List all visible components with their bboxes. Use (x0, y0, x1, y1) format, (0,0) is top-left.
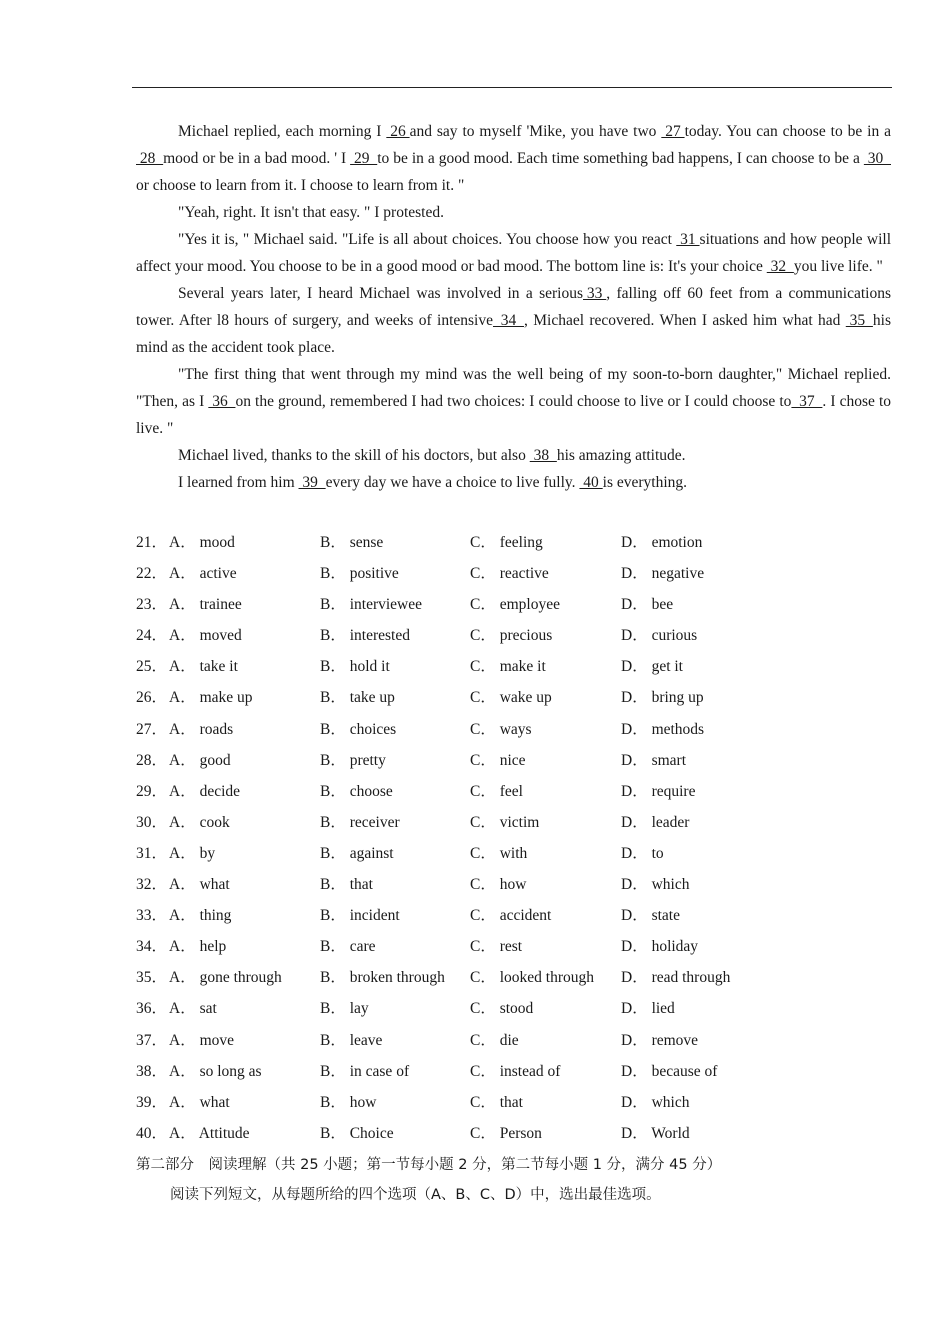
option-c: C． ways (470, 720, 532, 738)
paragraph-1: Michael replied, each morning I 26 and say to myself 'Mike, you have two 27 today. You can choose to be in a 28 mood or be in a bad mood. ' I 29 to be in a good mood. Each time something bad happens, I can choose to be a 30 or choose to learn from it. I choose to learn from it. " (136, 118, 891, 199)
paragraph-2: "Yeah, right. It isn't that easy. " I protested. (178, 204, 444, 221)
option-b: B． choose (320, 782, 393, 800)
option-c: C． instead of (470, 1062, 561, 1080)
question-row (136, 684, 891, 715)
option-a: A． moved (169, 627, 242, 645)
option-b: B． choices (320, 720, 397, 738)
question-number: 38． (136, 1062, 168, 1080)
question-row (136, 809, 891, 840)
option-d: D． get it (621, 658, 683, 676)
option-c: C． stood (470, 1000, 534, 1018)
option-b: B． care (320, 938, 376, 956)
option-d: D． lied (621, 1000, 675, 1018)
blank-32: 32 (766, 258, 794, 275)
question-number: 28． (136, 751, 168, 769)
option-b: B． pretty (320, 751, 386, 769)
question-row (136, 840, 891, 871)
option-a: A． cook (169, 813, 230, 831)
option-c: C． accident (470, 907, 552, 925)
option-c: C． wake up (470, 689, 552, 707)
question-row (136, 964, 891, 995)
option-c: C． employee (470, 596, 560, 614)
question-number: 29． (136, 782, 168, 800)
option-a: A． roads (169, 720, 234, 738)
section-heading: 第二部分 阅读理解（共 25 小题；第一节每小题 2 分，第二节每小题 1 分，满分 45 分） (136, 1157, 722, 1173)
answer-options-list (136, 529, 891, 1151)
option-b: B． receiver (320, 813, 400, 831)
question-number: 30． (136, 813, 168, 831)
question-number: 22． (136, 565, 168, 583)
option-d: D． because of (621, 1062, 718, 1080)
blank-29: 29 (350, 150, 378, 167)
question-row (136, 716, 891, 747)
blank-26: 26 (386, 123, 410, 140)
question-row (136, 529, 891, 560)
option-a: A． decide (169, 782, 241, 800)
question-number: 32． (136, 876, 168, 894)
option-d: D． methods (621, 720, 705, 738)
paragraph-5: "The first thing that went through my mind was the well being of my soon-to-born daughter," Michael replied. "Then, as I 36 on the ground, remembered I had two choices: I could choose to live or I could choose to 37 . I chose to live. " (136, 366, 891, 437)
option-a: A． take it (169, 658, 238, 676)
option-b: B． hold it (320, 658, 390, 676)
option-c: C． looked through (470, 969, 594, 987)
question-row (136, 747, 891, 778)
paragraph-3: "Yes it is, " Michael said. "Life is all about choices. You choose how you react 31 situations and how people will affect your mood. You choose to be in a good mood or bad mood. The bottom line is: It's your choice 32 you live life. " (136, 226, 891, 280)
option-b: B． interviewee (320, 596, 423, 614)
question-number: 31． (136, 844, 168, 862)
blank-36: 36 (208, 393, 236, 410)
option-a: A． mood (169, 534, 235, 551)
question-number: 23． (136, 596, 168, 614)
question-row (136, 1027, 891, 1058)
option-b: B． in case of (320, 1062, 410, 1080)
option-d: D． state (621, 907, 680, 925)
question-number: 25． (136, 658, 168, 676)
option-c: C． nice (470, 751, 526, 769)
blank-28: 28 (136, 150, 164, 167)
question-row (136, 995, 891, 1026)
option-c: C． victim (470, 813, 540, 831)
option-b: B． incident (320, 907, 400, 925)
option-d: D． holiday (621, 938, 699, 956)
option-b: B． sense (320, 534, 384, 551)
option-b: B． interested (320, 627, 410, 645)
option-a: A． active (169, 565, 237, 583)
option-d: D． bee (621, 596, 674, 614)
blank-34: 34 (492, 312, 524, 329)
option-c: C． that (470, 1093, 523, 1111)
option-d: D． negative (621, 565, 705, 583)
blank-37: 37 (791, 393, 823, 410)
blank-27: 27 (661, 123, 685, 140)
blank-38: 38 (529, 447, 557, 464)
question-number: 33． (136, 907, 168, 925)
question-row (136, 778, 891, 809)
option-c: C． feel (470, 782, 523, 800)
option-a: A． good (169, 751, 231, 769)
question-number: 24． (136, 627, 168, 645)
question-number: 40． (136, 1124, 168, 1142)
question-number: 36． (136, 1000, 168, 1018)
option-b: B． how (320, 1093, 377, 1111)
question-row (136, 560, 891, 591)
option-a: A． trainee (169, 596, 242, 614)
option-d: D． require (621, 782, 696, 800)
option-c: C． with (470, 844, 528, 862)
question-number: 39． (136, 1093, 168, 1111)
blank-33: 33 (583, 285, 607, 302)
option-c: C． feeling (470, 534, 543, 551)
option-d: D． which (621, 876, 690, 894)
option-d: D． to (621, 844, 664, 862)
option-a: A． make up (169, 689, 253, 707)
option-a: A． by (169, 844, 216, 862)
option-b: B． leave (320, 1031, 383, 1049)
question-number: 34． (136, 938, 168, 956)
question-number: 21． (136, 534, 168, 551)
option-d: D． read through (621, 969, 731, 987)
option-b: B． that (320, 876, 373, 894)
option-b: B． take up (320, 689, 395, 707)
option-b: B． lay (320, 1000, 369, 1018)
option-a: A． what (169, 1093, 230, 1111)
option-c: C． die (470, 1031, 519, 1049)
section-instruction: 阅读下列短文，从每题所给的四个选项（A、B、C、D）中，选出最佳选项。 (170, 1187, 661, 1203)
option-d: D． curious (621, 627, 698, 645)
option-c: C． Person (470, 1124, 542, 1142)
option-a: A． move (169, 1031, 235, 1049)
option-d: D． leader (621, 813, 690, 831)
blank-35: 35 (845, 312, 873, 329)
option-b: B． against (320, 844, 394, 862)
question-row (136, 871, 891, 902)
question-row (136, 622, 891, 653)
blank-40: 40 (579, 474, 603, 491)
question-number: 26． (136, 689, 168, 707)
option-a: A． gone through (169, 969, 282, 987)
blank-31: 31 (676, 231, 700, 248)
option-b: B． Choice (320, 1124, 394, 1142)
option-c: C． make it (470, 658, 546, 676)
question-number: 27． (136, 720, 168, 738)
option-d: D． smart (621, 751, 687, 769)
blank-39: 39 (298, 474, 326, 491)
option-d: D． emotion (621, 534, 703, 551)
option-a: A． Attitude (169, 1124, 250, 1142)
option-b: B． broken through (320, 969, 445, 987)
option-d: D． bring up (621, 689, 704, 707)
option-c: C． reactive (470, 565, 549, 583)
option-d: D． which (621, 1093, 690, 1111)
question-row (136, 1089, 891, 1120)
paragraph-4: Several years later, I heard Michael was involved in a serious 33 , falling off 60 feet from a communications tower. After l8 hours of surgery, and weeks of intensive 34 , Michael recovered. When I asked him what had 35 his mind as the accident took place. (136, 280, 891, 361)
option-a: A． thing (169, 907, 232, 925)
question-row (136, 653, 891, 684)
question-row (136, 933, 891, 964)
paragraph-7: I learned from him 39 every day we have a choice to live fully. 40 is everything. (136, 469, 891, 496)
cloze-passage (136, 118, 891, 496)
question-row (136, 902, 891, 933)
option-a: A． help (169, 938, 227, 956)
question-row (136, 1058, 891, 1089)
paragraph-6: Michael lived, thanks to the skill of his doctors, but also 38 his amazing attitude. (136, 442, 891, 469)
option-d: D． World (621, 1124, 690, 1142)
option-c: C． rest (470, 938, 523, 956)
option-b: B． positive (320, 565, 399, 583)
option-d: D． remove (621, 1031, 699, 1049)
header-rule (132, 87, 892, 88)
option-a: A． what (169, 876, 230, 894)
option-a: A． sat (169, 1000, 217, 1018)
option-a: A． so long as (169, 1062, 262, 1080)
question-row (136, 1120, 891, 1151)
option-c: C． precious (470, 627, 553, 645)
question-number: 37． (136, 1031, 168, 1049)
option-c: C． how (470, 876, 527, 894)
question-row (136, 591, 891, 622)
blank-30: 30 (863, 150, 891, 167)
question-number: 35． (136, 969, 168, 987)
